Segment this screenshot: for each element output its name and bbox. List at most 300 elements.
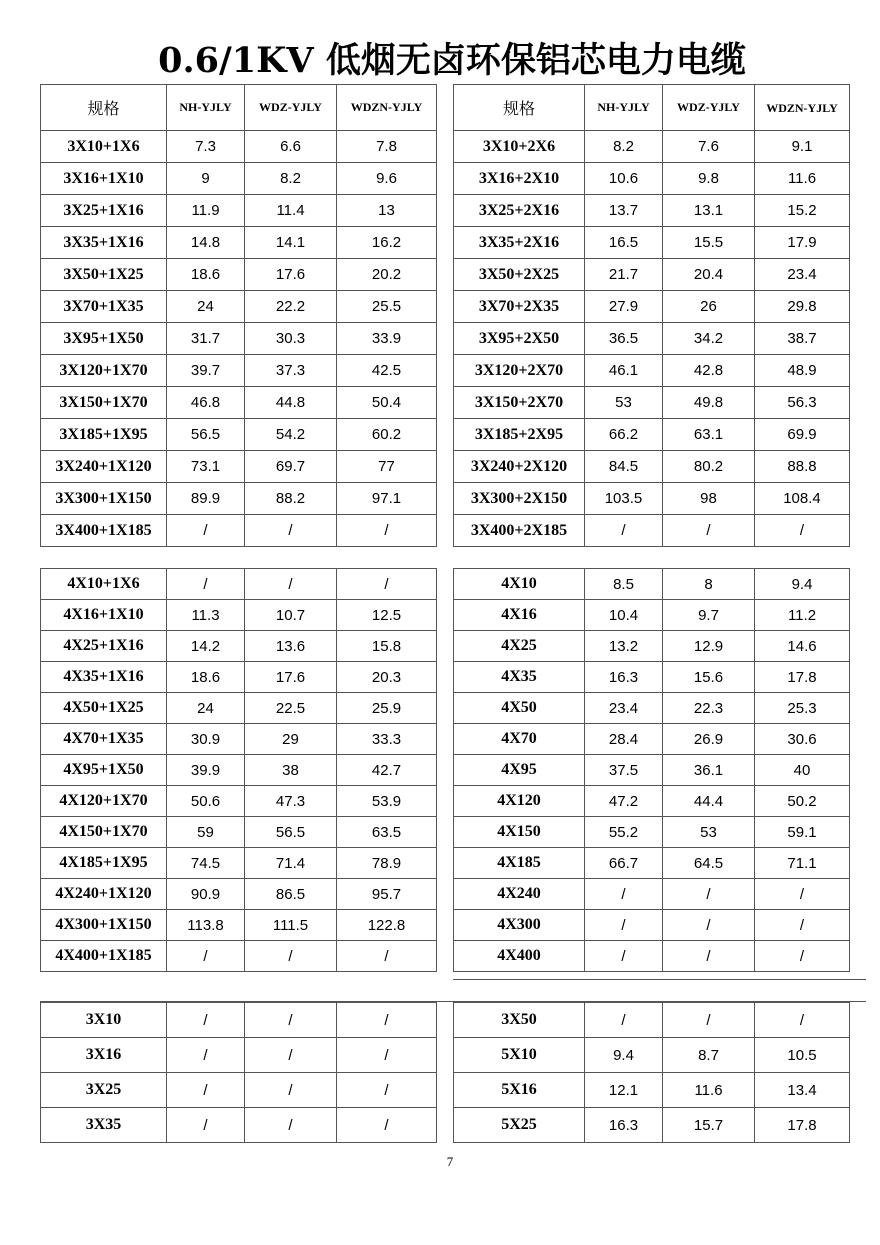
cable-spec: 4X25+1X16 bbox=[41, 631, 167, 662]
nh-yjly-value: 28.4 bbox=[585, 724, 663, 755]
cable-spec: 3X16+1X10 bbox=[41, 163, 167, 195]
wdzn-yjly-value: 12.5 bbox=[337, 600, 437, 631]
cable-spec: 3X10+2X6 bbox=[454, 131, 585, 163]
table-row bbox=[454, 291, 850, 323]
nh-yjly-value: 10.4 bbox=[585, 600, 663, 631]
cable-spec: 3X120+2X70 bbox=[454, 355, 585, 387]
table-row bbox=[454, 1073, 850, 1108]
table-row bbox=[454, 419, 850, 451]
table-row bbox=[454, 569, 850, 600]
header-spec-label: 规格 bbox=[454, 85, 585, 131]
cable-spec: 5X25 bbox=[454, 1108, 585, 1143]
nh-yjly-value: 37.5 bbox=[585, 755, 663, 786]
wdz-yjly-value: 14.1 bbox=[245, 227, 337, 259]
cable-spec: 4X300 bbox=[454, 910, 585, 941]
cable-spec: 4X185 bbox=[454, 848, 585, 879]
cable-spec: 4X185+1X95 bbox=[41, 848, 167, 879]
wdzn-yjly-value: 78.9 bbox=[337, 848, 437, 879]
wdz-yjly-value: 15.5 bbox=[663, 227, 755, 259]
table-row bbox=[454, 323, 850, 355]
header-wdz-yjly: WDZ-YJLY bbox=[663, 85, 755, 131]
wdz-yjly-value: 13.6 bbox=[245, 631, 337, 662]
table-row bbox=[454, 515, 850, 547]
wdzn-yjly-value: 95.7 bbox=[337, 879, 437, 910]
wdz-yjly-value: 8.7 bbox=[663, 1038, 755, 1073]
wdzn-yjly-value: 25.5 bbox=[337, 291, 437, 323]
header-wdzn-yjly: WDZN-YJLY bbox=[755, 85, 850, 131]
wdzn-yjly-value: / bbox=[337, 941, 437, 972]
table-row bbox=[41, 355, 437, 387]
cable-spec: 4X400 bbox=[454, 941, 585, 972]
wdz-yjly-value: 11.4 bbox=[245, 195, 337, 227]
nh-yjly-value: 11.3 bbox=[167, 600, 245, 631]
wdzn-yjly-value: 50.2 bbox=[755, 786, 850, 817]
table-row bbox=[454, 631, 850, 662]
cable-spec: 3X35 bbox=[41, 1108, 167, 1143]
wdz-yjly-value: / bbox=[245, 1038, 337, 1073]
header-nh-yjly: NH-YJLY bbox=[167, 85, 245, 131]
header-wdz-yjly: WDZ-YJLY bbox=[245, 85, 337, 131]
wdz-yjly-value: 9.7 bbox=[663, 600, 755, 631]
wdz-yjly-value: 22.2 bbox=[245, 291, 337, 323]
wdz-yjly-value: 13.1 bbox=[663, 195, 755, 227]
nh-yjly-value: 11.9 bbox=[167, 195, 245, 227]
nh-yjly-value: / bbox=[167, 1038, 245, 1073]
wdz-yjly-value: 98 bbox=[663, 483, 755, 515]
table-row bbox=[41, 387, 437, 419]
nh-yjly-value: / bbox=[585, 879, 663, 910]
wdz-yjly-value: 22.5 bbox=[245, 693, 337, 724]
nh-yjly-value: 24 bbox=[167, 291, 245, 323]
wdzn-yjly-value: 69.9 bbox=[755, 419, 850, 451]
table-row bbox=[41, 786, 437, 817]
wdz-yjly-value: 6.6 bbox=[245, 131, 337, 163]
table-row bbox=[41, 1003, 437, 1038]
nh-yjly-value: / bbox=[585, 910, 663, 941]
nh-yjly-value: 89.9 bbox=[167, 483, 245, 515]
wdzn-yjly-value: 63.5 bbox=[337, 817, 437, 848]
header-wdzn-yjly: WDZN-YJLY bbox=[337, 85, 437, 131]
wdzn-yjly-value: 23.4 bbox=[755, 259, 850, 291]
wdzn-yjly-value: / bbox=[755, 515, 850, 547]
nh-yjly-value: 18.6 bbox=[167, 662, 245, 693]
table-row bbox=[454, 387, 850, 419]
cable-spec: 3X300+2X150 bbox=[454, 483, 585, 515]
table-row bbox=[41, 569, 437, 600]
table-row bbox=[454, 483, 850, 515]
table-row bbox=[454, 131, 850, 163]
table-row bbox=[41, 195, 437, 227]
nh-yjly-value: 27.9 bbox=[585, 291, 663, 323]
nh-yjly-value: / bbox=[167, 569, 245, 600]
table-row bbox=[41, 817, 437, 848]
wdz-yjly-value: 42.8 bbox=[663, 355, 755, 387]
table-row bbox=[454, 693, 850, 724]
wdzn-yjly-value: 16.2 bbox=[337, 227, 437, 259]
cable-spec: 4X120+1X70 bbox=[41, 786, 167, 817]
wdz-yjly-value: 20.4 bbox=[663, 259, 755, 291]
cable-spec: 3X10+1X6 bbox=[41, 131, 167, 163]
nh-yjly-value: 50.6 bbox=[167, 786, 245, 817]
wdzn-yjly-value: 33.3 bbox=[337, 724, 437, 755]
nh-yjly-value: 16.3 bbox=[585, 1108, 663, 1143]
wdzn-yjly-value: 9.1 bbox=[755, 131, 850, 163]
wdzn-yjly-value: 60.2 bbox=[337, 419, 437, 451]
wdzn-yjly-value: / bbox=[755, 910, 850, 941]
table-row bbox=[454, 724, 850, 755]
table-row bbox=[41, 910, 437, 941]
cable-spec: 4X240 bbox=[454, 879, 585, 910]
wdzn-yjly-value: 25.9 bbox=[337, 693, 437, 724]
wdz-yjly-value: 80.2 bbox=[663, 451, 755, 483]
nh-yjly-value: / bbox=[167, 1003, 245, 1038]
wdz-yjly-value: 69.7 bbox=[245, 451, 337, 483]
nh-yjly-value: 66.7 bbox=[585, 848, 663, 879]
wdzn-yjly-value: 7.8 bbox=[337, 131, 437, 163]
nh-yjly-value: 18.6 bbox=[167, 259, 245, 291]
table-row bbox=[41, 724, 437, 755]
cable-spec: 3X95+1X50 bbox=[41, 323, 167, 355]
wdzn-yjly-value: 13 bbox=[337, 195, 437, 227]
wdz-yjly-value: 44.4 bbox=[663, 786, 755, 817]
cable-spec: 4X300+1X150 bbox=[41, 910, 167, 941]
wdzn-yjly-value: 42.7 bbox=[337, 755, 437, 786]
nh-yjly-value: 8.5 bbox=[585, 569, 663, 600]
nh-yjly-value: 39.7 bbox=[167, 355, 245, 387]
wdz-yjly-value: / bbox=[245, 515, 337, 547]
nh-yjly-value: 90.9 bbox=[167, 879, 245, 910]
table-row bbox=[41, 419, 437, 451]
spec-table-4core-2 bbox=[453, 568, 850, 972]
nh-yjly-value: / bbox=[167, 941, 245, 972]
table-row bbox=[41, 483, 437, 515]
cable-spec: 3X35+2X16 bbox=[454, 227, 585, 259]
cable-spec: 4X400+1X185 bbox=[41, 941, 167, 972]
wdz-yjly-value: 17.6 bbox=[245, 662, 337, 693]
wdzn-yjly-value: / bbox=[337, 1108, 437, 1143]
cable-spec: 3X70+1X35 bbox=[41, 291, 167, 323]
spec-table-misc-1 bbox=[40, 1002, 437, 1143]
table-row bbox=[41, 515, 437, 547]
wdz-yjly-value: 9.8 bbox=[663, 163, 755, 195]
table-row bbox=[41, 451, 437, 483]
nh-yjly-value: 14.2 bbox=[167, 631, 245, 662]
header-nh-yjly: NH-YJLY bbox=[585, 85, 663, 131]
cable-spec: 4X95+1X50 bbox=[41, 755, 167, 786]
wdzn-yjly-value: 48.9 bbox=[755, 355, 850, 387]
wdzn-yjly-value: 13.4 bbox=[755, 1073, 850, 1108]
wdzn-yjly-value: 42.5 bbox=[337, 355, 437, 387]
wdzn-yjly-value: 122.8 bbox=[337, 910, 437, 941]
cable-spec: 3X25+1X16 bbox=[41, 195, 167, 227]
wdzn-yjly-value: 40 bbox=[755, 755, 850, 786]
table-row bbox=[41, 879, 437, 910]
wdz-yjly-value: / bbox=[245, 569, 337, 600]
cable-spec: 5X16 bbox=[454, 1073, 585, 1108]
nh-yjly-value: / bbox=[585, 1003, 663, 1038]
table-row bbox=[41, 227, 437, 259]
cable-spec: 4X25 bbox=[454, 631, 585, 662]
cable-spec: 4X95 bbox=[454, 755, 585, 786]
wdz-yjly-value: 44.8 bbox=[245, 387, 337, 419]
table-row bbox=[41, 1073, 437, 1108]
table-row bbox=[454, 817, 850, 848]
nh-yjly-value: 46.8 bbox=[167, 387, 245, 419]
header-spec-label: 规格 bbox=[41, 85, 167, 131]
wdzn-yjly-value: / bbox=[337, 515, 437, 547]
nh-yjly-value: 84.5 bbox=[585, 451, 663, 483]
wdzn-yjly-value: 88.8 bbox=[755, 451, 850, 483]
wdz-yjly-value: / bbox=[245, 1073, 337, 1108]
cable-spec: 3X240+2X120 bbox=[454, 451, 585, 483]
cable-spec: 3X400+2X185 bbox=[454, 515, 585, 547]
wdzn-yjly-value: 9.4 bbox=[755, 569, 850, 600]
header-table-right bbox=[453, 84, 850, 131]
cable-spec: 3X50+1X25 bbox=[41, 259, 167, 291]
nh-yjly-value: 55.2 bbox=[585, 817, 663, 848]
cable-spec: 4X35+1X16 bbox=[41, 662, 167, 693]
wdz-yjly-value: 8 bbox=[663, 569, 755, 600]
cable-spec: 4X70+1X35 bbox=[41, 724, 167, 755]
wdz-yjly-value: 7.6 bbox=[663, 131, 755, 163]
wdzn-yjly-value: 108.4 bbox=[755, 483, 850, 515]
cable-spec: 4X50+1X25 bbox=[41, 693, 167, 724]
cable-spec: 4X10 bbox=[454, 569, 585, 600]
wdzn-yjly-value: / bbox=[755, 1003, 850, 1038]
table-row bbox=[41, 941, 437, 972]
wdzn-yjly-value: 14.6 bbox=[755, 631, 850, 662]
spec-table-misc-2 bbox=[453, 1002, 850, 1143]
wdzn-yjly-value: 17.8 bbox=[755, 662, 850, 693]
table-row bbox=[41, 755, 437, 786]
wdzn-yjly-value: 50.4 bbox=[337, 387, 437, 419]
wdzn-yjly-value: / bbox=[337, 569, 437, 600]
wdz-yjly-value: 15.6 bbox=[663, 662, 755, 693]
wdz-yjly-value: / bbox=[663, 1003, 755, 1038]
wdzn-yjly-value: 15.2 bbox=[755, 195, 850, 227]
cable-spec: 3X35+1X16 bbox=[41, 227, 167, 259]
wdzn-yjly-value: 97.1 bbox=[337, 483, 437, 515]
table-row bbox=[454, 662, 850, 693]
cable-spec: 3X95+2X50 bbox=[454, 323, 585, 355]
nh-yjly-value: / bbox=[585, 515, 663, 547]
spec-table-3core-2 bbox=[453, 130, 850, 547]
nh-yjly-value: 59 bbox=[167, 817, 245, 848]
wdz-yjly-value: 26 bbox=[663, 291, 755, 323]
nh-yjly-value: 9.4 bbox=[585, 1038, 663, 1073]
nh-yjly-value: 56.5 bbox=[167, 419, 245, 451]
table-row bbox=[454, 195, 850, 227]
table-row bbox=[454, 1003, 850, 1038]
wdz-yjly-value: / bbox=[245, 1108, 337, 1143]
wdz-yjly-value: 12.9 bbox=[663, 631, 755, 662]
cable-spec: 3X120+1X70 bbox=[41, 355, 167, 387]
table-row bbox=[41, 131, 437, 163]
wdzn-yjly-value: 38.7 bbox=[755, 323, 850, 355]
wdz-yjly-value: / bbox=[245, 941, 337, 972]
table-row bbox=[454, 163, 850, 195]
cable-spec: 3X16 bbox=[41, 1038, 167, 1073]
wdzn-yjly-value: 11.2 bbox=[755, 600, 850, 631]
nh-yjly-value: 12.1 bbox=[585, 1073, 663, 1108]
table-row bbox=[41, 1038, 437, 1073]
nh-yjly-value: 16.5 bbox=[585, 227, 663, 259]
page-number: 7 bbox=[446, 1154, 454, 1169]
wdz-yjly-value: 38 bbox=[245, 755, 337, 786]
nh-yjly-value: 46.1 bbox=[585, 355, 663, 387]
wdz-yjly-value: 47.3 bbox=[245, 786, 337, 817]
cable-spec: 4X150+1X70 bbox=[41, 817, 167, 848]
wdzn-yjly-value: 9.6 bbox=[337, 163, 437, 195]
table-row bbox=[454, 227, 850, 259]
table-row bbox=[41, 163, 437, 195]
wdzn-yjly-value: / bbox=[755, 941, 850, 972]
wdz-yjly-value: 37.3 bbox=[245, 355, 337, 387]
cable-spec: 4X35 bbox=[454, 662, 585, 693]
wdzn-yjly-value: 10.5 bbox=[755, 1038, 850, 1073]
wdzn-yjly-value: / bbox=[337, 1003, 437, 1038]
wdz-yjly-value: 29 bbox=[245, 724, 337, 755]
wdz-yjly-value: 63.1 bbox=[663, 419, 755, 451]
nh-yjly-value: 23.4 bbox=[585, 693, 663, 724]
table-row bbox=[454, 941, 850, 972]
table-row bbox=[454, 1038, 850, 1073]
table-row bbox=[454, 848, 850, 879]
cable-spec: 3X185+1X95 bbox=[41, 419, 167, 451]
nh-yjly-value: 74.5 bbox=[167, 848, 245, 879]
cable-spec: 3X150+2X70 bbox=[454, 387, 585, 419]
wdzn-yjly-value: 17.8 bbox=[755, 1108, 850, 1143]
nh-yjly-value: 36.5 bbox=[585, 323, 663, 355]
wdz-yjly-value: 111.5 bbox=[245, 910, 337, 941]
cable-spec: 4X240+1X120 bbox=[41, 879, 167, 910]
cable-spec: 5X10 bbox=[454, 1038, 585, 1073]
wdz-yjly-value: 56.5 bbox=[245, 817, 337, 848]
table-row bbox=[41, 259, 437, 291]
wdzn-yjly-value: 29.8 bbox=[755, 291, 850, 323]
nh-yjly-value: 13.7 bbox=[585, 195, 663, 227]
wdzn-yjly-value: 17.9 bbox=[755, 227, 850, 259]
wdzn-yjly-value: 15.8 bbox=[337, 631, 437, 662]
nh-yjly-value: / bbox=[585, 941, 663, 972]
nh-yjly-value: 103.5 bbox=[585, 483, 663, 515]
wdz-yjly-value: / bbox=[663, 941, 755, 972]
wdzn-yjly-value: / bbox=[337, 1073, 437, 1108]
nh-yjly-value: 113.8 bbox=[167, 910, 245, 941]
wdz-yjly-value: 26.9 bbox=[663, 724, 755, 755]
table-row bbox=[41, 631, 437, 662]
wdz-yjly-value: 15.7 bbox=[663, 1108, 755, 1143]
table-row bbox=[41, 662, 437, 693]
cable-spec: 4X50 bbox=[454, 693, 585, 724]
nh-yjly-value: 16.3 bbox=[585, 662, 663, 693]
wdzn-yjly-value: 77 bbox=[337, 451, 437, 483]
cable-spec: 3X150+1X70 bbox=[41, 387, 167, 419]
header-table-left bbox=[40, 84, 437, 131]
table-row bbox=[41, 323, 437, 355]
nh-yjly-value: 24 bbox=[167, 693, 245, 724]
table-row bbox=[454, 786, 850, 817]
nh-yjly-value: 53 bbox=[585, 387, 663, 419]
wdz-yjly-value: / bbox=[663, 910, 755, 941]
wdzn-yjly-value: 20.2 bbox=[337, 259, 437, 291]
wdz-yjly-value: 11.6 bbox=[663, 1073, 755, 1108]
cable-spec: 4X120 bbox=[454, 786, 585, 817]
cable-spec: 3X25 bbox=[41, 1073, 167, 1108]
nh-yjly-value: 13.2 bbox=[585, 631, 663, 662]
table-row bbox=[454, 355, 850, 387]
cable-spec: 4X16+1X10 bbox=[41, 600, 167, 631]
wdz-yjly-value: 10.7 bbox=[245, 600, 337, 631]
nh-yjly-value: 10.6 bbox=[585, 163, 663, 195]
wdz-yjly-value: 22.3 bbox=[663, 693, 755, 724]
table-row bbox=[41, 693, 437, 724]
cable-spec: 3X240+1X120 bbox=[41, 451, 167, 483]
nh-yjly-value: / bbox=[167, 515, 245, 547]
wdzn-yjly-value: 53.9 bbox=[337, 786, 437, 817]
wdz-yjly-value: / bbox=[663, 515, 755, 547]
nh-yjly-value: 66.2 bbox=[585, 419, 663, 451]
wdz-yjly-value: 71.4 bbox=[245, 848, 337, 879]
cable-spec: 4X16 bbox=[454, 600, 585, 631]
wdzn-yjly-value: 59.1 bbox=[755, 817, 850, 848]
wdzn-yjly-value: / bbox=[755, 879, 850, 910]
cable-spec: 3X70+2X35 bbox=[454, 291, 585, 323]
wdz-yjly-value: / bbox=[245, 1003, 337, 1038]
nh-yjly-value: 30.9 bbox=[167, 724, 245, 755]
separator-line bbox=[453, 979, 866, 980]
wdz-yjly-value: 49.8 bbox=[663, 387, 755, 419]
nh-yjly-value: / bbox=[167, 1108, 245, 1143]
nh-yjly-value: 9 bbox=[167, 163, 245, 195]
nh-yjly-value: 39.9 bbox=[167, 755, 245, 786]
wdz-yjly-value: 86.5 bbox=[245, 879, 337, 910]
spec-table-4core-1 bbox=[40, 568, 437, 972]
wdz-yjly-value: 36.1 bbox=[663, 755, 755, 786]
table-row bbox=[454, 910, 850, 941]
nh-yjly-value: 47.2 bbox=[585, 786, 663, 817]
cable-spec: 3X10 bbox=[41, 1003, 167, 1038]
table-row bbox=[41, 291, 437, 323]
wdz-yjly-value: 53 bbox=[663, 817, 755, 848]
nh-yjly-value: / bbox=[167, 1073, 245, 1108]
cable-spec: 4X150 bbox=[454, 817, 585, 848]
table-row bbox=[454, 755, 850, 786]
cable-spec: 3X50 bbox=[454, 1003, 585, 1038]
wdz-yjly-value: 34.2 bbox=[663, 323, 755, 355]
table-row bbox=[454, 451, 850, 483]
cable-spec: 3X50+2X25 bbox=[454, 259, 585, 291]
nh-yjly-value: 7.3 bbox=[167, 131, 245, 163]
cable-spec: 3X300+1X150 bbox=[41, 483, 167, 515]
wdzn-yjly-value: / bbox=[337, 1038, 437, 1073]
wdzn-yjly-value: 33.9 bbox=[337, 323, 437, 355]
table-row bbox=[41, 600, 437, 631]
cable-spec: 3X400+1X185 bbox=[41, 515, 167, 547]
wdz-yjly-value: 17.6 bbox=[245, 259, 337, 291]
wdzn-yjly-value: 25.3 bbox=[755, 693, 850, 724]
table-row bbox=[454, 600, 850, 631]
cable-spec: 4X10+1X6 bbox=[41, 569, 167, 600]
spec-table-3core-1 bbox=[40, 130, 437, 547]
nh-yjly-value: 73.1 bbox=[167, 451, 245, 483]
table-row bbox=[41, 1108, 437, 1143]
wdzn-yjly-value: 56.3 bbox=[755, 387, 850, 419]
table-row bbox=[454, 259, 850, 291]
wdz-yjly-value: 88.2 bbox=[245, 483, 337, 515]
wdz-yjly-value: 8.2 bbox=[245, 163, 337, 195]
wdzn-yjly-value: 20.3 bbox=[337, 662, 437, 693]
